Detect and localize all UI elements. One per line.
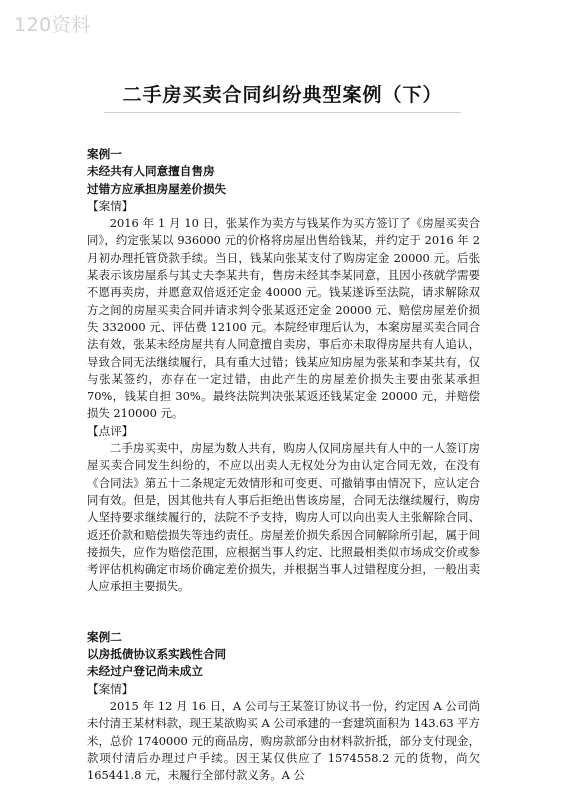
case-headline: 未经共有人同意擅自售房	[87, 164, 215, 179]
case-subheadline: 过错方应承担房屋差价损失	[87, 181, 227, 196]
comment-paragraph: 二手房买卖中，房屋为数人共有，购房人仅同房屋共有人中的一人签订房屋买卖合同发生纠纷的，不应以出卖人无权处分为由认定合同无效，在没有《合同法》第五十二条规定无效情形和可变更、可撤销事由情况下，应认定合同有效。但是，因其他共有人事后拒绝出售该房屋，合同无法继续履行，购房人坚持要求继续履行的，法院不予支持，购房人可以向出卖人主张解除合同、返还价款和赔偿损失等违约责任。房屋差价损失系因合同解除所引起，属于间接损失，应作为赔偿范围，应根据当事人约定、比照最相类似市场成交价或参考评估机构确定市场价确定差价损失，并根据当事人过错程度分担，一般出卖人应承担主要损失。	[87, 441, 480, 594]
case-two	[87, 629, 480, 785]
case-label: 案例一	[87, 147, 122, 161]
case-subheadline: 未经过户登记尚未成立	[87, 664, 203, 679]
facts-paragraph: 2015 年 12 月 16 日，A 公司与王某签订协议书一份，约定因 A 公司尚未付清王某材料款，现王某欲购买 A 公司承建的一套建筑面积为 143.63 平方米，总价 1740000 元的商品房，购房款部分由材料款折抵，部分支付现金，款项付清后办理过户手续。因王某仅供应了 1574558.2 元的货物，尚欠 165441.8 元，未履行全部付款义务。A 公	[87, 698, 480, 783]
case-headline: 以房抵债协议系实践性合同	[87, 647, 227, 662]
watermark: 120资料	[14, 14, 91, 36]
comment-label: 【点评】	[87, 423, 134, 438]
facts-paragraph: 2016 年 1 月 10 日，张某作为卖方与钱某作为买方签订了《房屋买卖合同》，约定张某以 936000 元的价格将房屋出售给钱某，并约定于 2016 年 2 月初办理托管贷款手续。当日，钱某向张某支付了购房定金 20000 元。后张某表示该房屋系与其丈夫李某共有，售房未经其李某同意，且因小孩就学需要不愿再卖房，并愿意双倍返还定金 40000 元。钱某遂诉至法院，请求解除双方之间的房屋买卖合同并请求判令张某返还定金 20000 元、赔偿房屋差价损失 332000 元、评估费 12100 元。本院经审理后认为，本案房屋买卖合同合法有效，张某未经房屋共有人同意擅自卖房，事后亦未取得房屋共有人追认，导致合同无法继续履行，具有重大过错；钱某应知房屋为张某和李某共有，仅与张某签约，亦存在一定过错，由此产生的房屋差价损失主要由张某承担 70%，钱某自担 30%。最终法院判决张某返还钱某定金 20000 元，并赔偿损失 210000 元。	[87, 216, 480, 421]
facts-label: 【案情】	[87, 681, 134, 696]
case-one	[87, 146, 480, 596]
section-spacer	[87, 596, 480, 629]
case-label: 案例二	[87, 629, 122, 644]
title-divider	[104, 112, 461, 113]
document-title: 二手房买卖合同纠纷典型案例（下）	[122, 84, 443, 106]
facts-label: 【案情】	[87, 198, 134, 213]
document-body	[87, 146, 480, 784]
